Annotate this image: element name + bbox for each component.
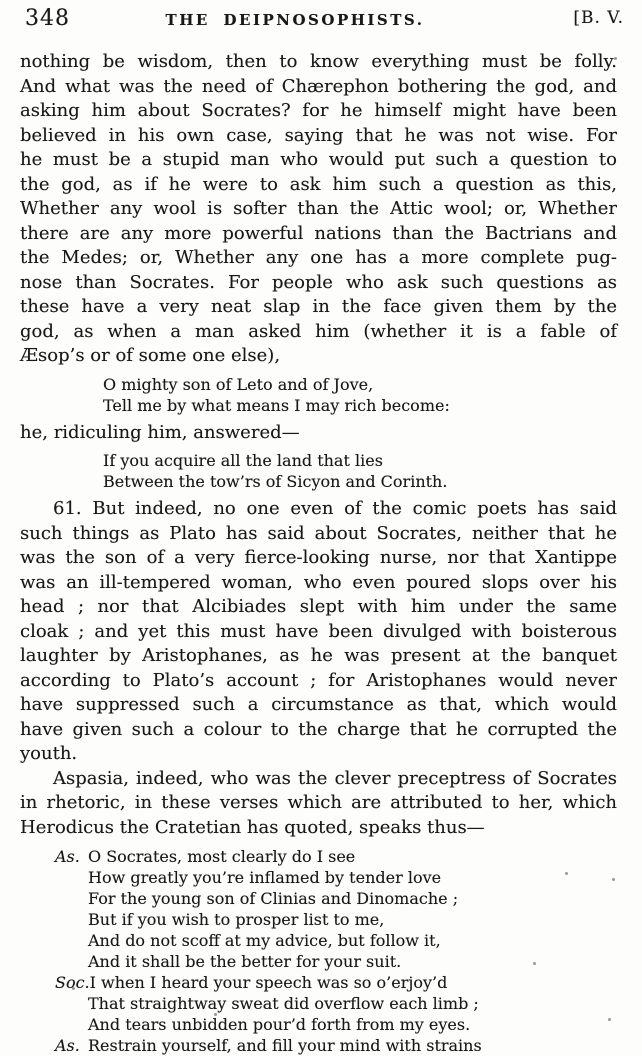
prose-line: Aspasia, indeed, who was the clever preceptress of Socrates bbox=[53, 767, 617, 789]
prose-line: such things as Plato has said about Socrates, neither that he bbox=[20, 522, 617, 544]
verse-text: And it shall be the better for your suit. bbox=[88, 952, 402, 971]
prose-line: the Medes; or, Whether any one has a more complete pug- bbox=[20, 247, 617, 268]
scan-speck bbox=[214, 1013, 217, 1016]
verse-block bbox=[103, 374, 617, 416]
prose-line: laughter by Aristophanes, as he was present at the banquet bbox=[20, 645, 617, 666]
verse-line: Between the tow’rs of Sicyon and Corinth. bbox=[103, 472, 448, 491]
prose-line: have given such a colour to the charge that he corrupted the bbox=[20, 718, 617, 740]
verse-text: But if you wish to prosper list to me, bbox=[88, 910, 385, 929]
running-title: THE DEIPNOSOPHISTS. bbox=[165, 11, 425, 29]
page-body bbox=[0, 50, 642, 1056]
prose-line: he, ridiculing him, answered— bbox=[20, 421, 300, 443]
dialogue-line bbox=[55, 930, 617, 951]
speaker-label: Soc. bbox=[55, 973, 90, 992]
prose-line: 61. But indeed, no one even of the comic poets has said bbox=[53, 498, 617, 519]
prose-line: in rhetoric, in these verses which are attributed to her, which bbox=[20, 792, 617, 813]
prose-line: was an ill-tempered woman, who even poured slops over his bbox=[20, 571, 617, 593]
scan-speck bbox=[533, 962, 536, 965]
prose-line: Herodicus the Cratetian has quoted, speaks thus— bbox=[20, 816, 485, 838]
dialogue-line bbox=[55, 867, 617, 888]
verse-line: If you acquire all the land that lies bbox=[103, 451, 383, 470]
verse-text: Restrain yourself, and fill your mind with strains bbox=[88, 1036, 482, 1055]
verse-text: That straightway sweat did overflow each limb ; bbox=[88, 994, 479, 1013]
dialogue-line bbox=[55, 1014, 617, 1035]
speaker-label: As. bbox=[55, 847, 80, 866]
dialogue-line bbox=[55, 993, 617, 1014]
prose-line: according to Plato’s account ; for Aristophanes would never bbox=[20, 669, 617, 691]
prose-block bbox=[20, 421, 617, 446]
verse-text: And tears unbidden pour’d forth from my eyes. bbox=[88, 1015, 471, 1034]
verse-text: And do not scoff at my advice, but follow it, bbox=[88, 931, 441, 950]
prose-line: he must be a stupid man who would put such a question to bbox=[20, 149, 617, 170]
verse-text: O Socrates, most clearly do I see bbox=[88, 847, 356, 866]
prose-line: asking him about Socrates? for he himself might have been bbox=[20, 100, 617, 121]
prose-line: nose than Socrates. For people who ask such questions as bbox=[20, 271, 617, 293]
prose-line: was the son of a very fierce-looking nurse, nor that Xantippe bbox=[20, 547, 617, 568]
prose-line: there are any more powerful nations than the Bactrians and bbox=[20, 222, 617, 244]
verse-text: For the young son of Clinias and Dinomache ; bbox=[88, 889, 459, 908]
prose-block bbox=[20, 767, 617, 841]
prose-line: these have a very neat slap in the face given them by the bbox=[20, 296, 617, 317]
prose-line: cloak ; and yet this must have been divulged with boisterous bbox=[20, 620, 617, 642]
prose-line: Æsop’s or of some one else), bbox=[20, 345, 281, 366]
scan-speck bbox=[72, 987, 75, 990]
prose-line: the god, as if he were to ask him such a question as this, bbox=[20, 173, 617, 195]
verse-line: O mighty son of Leto and of Jove, bbox=[103, 374, 374, 394]
scan-speck bbox=[565, 872, 568, 875]
prose-line: god, as when a man asked him (whether it is a fable of bbox=[20, 320, 617, 342]
verse-text: I when I heard your speech was so o’erjoy’d bbox=[89, 973, 448, 992]
dialogue-line bbox=[55, 1035, 617, 1056]
scan-speck bbox=[614, 57, 617, 60]
dialogue-line bbox=[55, 972, 617, 993]
verse-line: Tell me by what means I may rich become: bbox=[103, 395, 450, 415]
running-header bbox=[0, 0, 642, 37]
dialogue-block bbox=[55, 846, 617, 1056]
verse-block bbox=[103, 450, 617, 492]
speaker-label: As. bbox=[55, 1036, 80, 1055]
scan-speck bbox=[608, 1018, 611, 1021]
verse-text: How greatly you’re inflamed by tender love bbox=[88, 868, 442, 887]
prose-line: believed in his own case, saying that he was not wise. For bbox=[20, 124, 617, 146]
prose-line: have suppressed such a circumstance as that, which would bbox=[20, 694, 617, 715]
book-reference: [B. V. bbox=[573, 8, 624, 28]
scan-speck bbox=[612, 878, 615, 881]
scan-speck bbox=[131, 437, 134, 440]
prose-line: And what was the need of Chærephon bothering the god, and bbox=[20, 75, 617, 97]
dialogue-line bbox=[55, 909, 617, 930]
prose-line: youth. bbox=[20, 743, 78, 764]
prose-block bbox=[20, 50, 617, 369]
dialogue-line bbox=[55, 888, 617, 909]
page-number: 348 bbox=[25, 6, 70, 31]
prose-line: Whether any wool is softer than the Attic wool; or, Whether bbox=[20, 198, 617, 219]
prose-line: nothing be wisdom, then to know everything must be folly. bbox=[20, 51, 617, 72]
prose-line: head ; nor that Alcibiades slept with him under the same bbox=[20, 596, 617, 617]
prose-block bbox=[20, 497, 617, 767]
dialogue-line bbox=[55, 846, 617, 867]
